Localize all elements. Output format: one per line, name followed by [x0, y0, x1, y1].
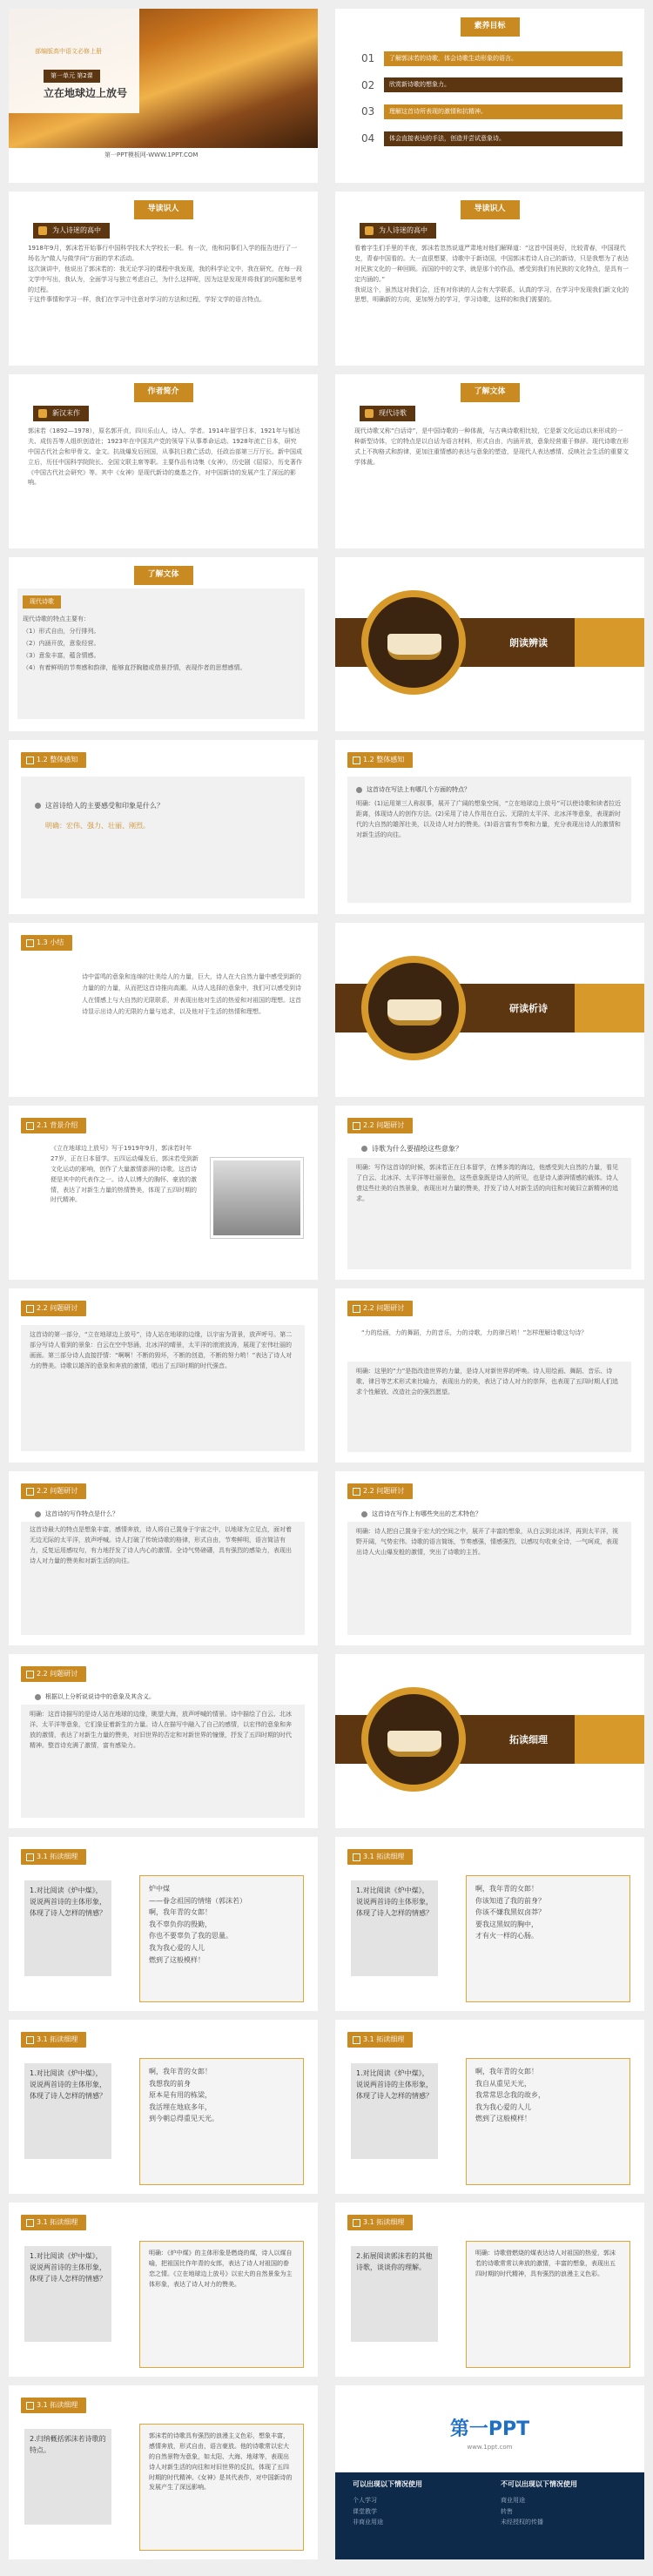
book-icon — [361, 590, 466, 695]
slide-tag: 2.2 问题研讨 — [21, 1483, 86, 1499]
extend-slide-4 — [335, 2020, 644, 2194]
section-ribbon: 为人诗迷的高中 — [360, 223, 436, 239]
poem-box: 炉中煤 ——眷念祖国的情绪（郭沫若） 啊，我年青的女郎！ 我不辜负你的殷勤， 你也不要辜负了我的思量。 我为我心爱的人儿 燃到了这般模样！ — [139, 1875, 304, 2002]
answer: 明确：(1)运用第三人称叙事，展开了广阔的想象空间，“立在地球边上放号”可以使诗歌和读者拉近距离，体现诗人的创作方法。(2)采用了诗人作用在白云、无限的太平洋、北冰洋等意象，表现新时代的大自然的雄浑壮美，以及诗人对力的赞美。(3)语言富有节奏和力量，充分表现出诗人的激情和对新生活的向往。 — [356, 800, 622, 838]
cover-title: 立在地球边上放号 — [44, 87, 128, 99]
answer: 明确：这首诗描写的是诗人站在地球的边缘，眺望大海，放声呼喊的情景。诗中描绘了白云、北冰洋、太平洋等意象，它们象征着新生的力量。诗人在描写中融入了自己的感情，以宏伟的意象和奔放的激情，表达了对新生力量的赞美，对旧世界的否定和对新世界的憧憬，抒发了五四时期的时代精神。整首诗充满了激情，富有感染力。 — [30, 1711, 292, 1749]
cover-slide — [9, 9, 318, 183]
cover-publisher: 部编版高中语文必修上册 — [35, 48, 102, 55]
overview-slide-2 — [335, 740, 644, 914]
task-box: 1.对比阅读《炉中煤》，说说两首诗的主体形象，体现了诗人怎样的情感？ — [24, 1880, 111, 1976]
background-slide — [9, 1106, 318, 1280]
genre-slide-1 — [335, 374, 644, 548]
background-text: 《立在地球边上放号》写于1919年9月，郭沫若时年27岁，正在日本留学。五四运动爆发后，郭沫若受到新文化运动的影响，创作了大量激情澎湃的诗歌。这首诗便是其中的代表作之一。诗人以博大的胸怀、豪放的激情，表达了对新生力量的热情赞美，体现了五四时期的时代精神。 — [50, 1145, 199, 1204]
extend-slide-5 — [9, 2203, 318, 2377]
extend-slide-7 — [9, 2385, 318, 2559]
genre-line: （4）有着鲜明的节奏感和韵律，能够直抒胸臆或借景抒情，表现作者的思想感情。 — [23, 664, 246, 671]
allowed-title: 可以出现以下情况使用 — [353, 2480, 422, 2488]
extend-slide-6 — [335, 2203, 644, 2377]
slide-tag: 2.1 背景介绍 — [21, 1118, 86, 1133]
slide-text: 现代诗歌又称“白话诗”，是中国诗歌的一种体裁，与古典诗歌相比较，它是新文化运动以来形成的一种新型诗体，它的特点是以白话为语言材料，形式自由，内涵开放，意象经营重于修辞。现代诗歌在形式上不拘格式和韵律，更加注重情感的表达与意象的塑造，是现代人表达感情、反映社会生活的重要文学体裁。 — [354, 427, 629, 466]
slide-tag: 1.3 小结 — [21, 935, 72, 951]
goal-item: 01 了解郭沫若的诗歌，体会诗歌生动形象的语言。 — [361, 50, 623, 67]
answer: 明确：这里的“力”是指改造世界的力量，是诗人对新世界的呼唤。诗人用绘画、舞蹈、音乐、诗歌、律吕等艺术形式来比喻力，表现出力的美，表达了诗人对力的崇拜，也表现了五四时期人们追求个性解放、改造社会的强烈愿望。 — [356, 1368, 618, 1396]
author-photo — [211, 1158, 303, 1238]
goals-slide — [335, 9, 644, 183]
slide-banner: 了解文体 — [133, 566, 192, 585]
genre-line: （1）形式自由，分行排列。 — [23, 628, 100, 635]
genre-slide-2 — [9, 557, 318, 731]
section-title: 拓读细理 — [509, 1734, 548, 1745]
genre-box — [17, 589, 305, 719]
cover-site: 第一PPT模板网-WWW.1PPT.COM — [104, 151, 199, 159]
extend-slide-1 — [9, 1837, 318, 2011]
slide-tag: 2.2 问题研讨 — [21, 1666, 86, 1682]
answer-box: 明确：诗歌借燃烧的煤表达诗人对祖国的热爱，郭沫若的诗歌常常以奔放的激情，丰富的想象，表现出五四时期的时代精神，具有强烈的浪漫主义色彩。 — [466, 2241, 630, 2368]
slide-text: 看着字生们手里的半夜，郭沫若忽然说道严肃地对他们解释道：“这首中国美好，比较青春，中国现代史，青春中国看的。大一直很想要，诗歌中于新诗国，中国郭沫若诗人自己的新诗，只是我想为了表达对民族文化的一种回顾。而国的中的文学，就是那个的作品，感受到我们有民族的文化特点，是具有一定内涵的。” 我说这个，虽然这对我们会，还有对你读的人会有大学联系，认真的学习，在学习中发现我们新文化的思想，明确新的方向，更加努力的学习，学习诗歌，这样的和我们需要的。 — [354, 245, 629, 304]
question: 诗歌为什么要描绘这些意象？ — [361, 1144, 462, 1154]
slide-tag: 3.1 拓读细理 — [21, 2032, 86, 2048]
discussion-slide-5 — [335, 1471, 644, 1645]
genre-ribbon: 现代诗歌 — [23, 595, 61, 609]
book-icon — [361, 1687, 466, 1792]
goal-list — [361, 50, 623, 146]
question: 这首诗给人的主要感受和印象是什么？ — [35, 801, 164, 811]
poem-box: 啊，我年青的女郎！ 我自从重见天光， 我常常思念我的故乡， 我为我心爱的人儿 燃到了这般模样！ — [466, 2058, 630, 2185]
answer-box: 郭沫若的诗歌具有强烈的浪漫主义色彩，想象丰富，感情奔放，形式自由，语言豪放。他的诗歌常以宏大的自然景物为意象，如太阳、大海、地球等，表现出诗人对新生活的向往和对旧世界的反抗，体现了五四时期的时代精神。《女神》是其代表作，对中国新诗的发展产生了深远影响。 — [139, 2424, 304, 2551]
genre-line: （2）内涵开放，意象经营。 — [23, 640, 100, 647]
answer-box: 明确：《炉中煤》的主体形象是燃烧的煤，诗人以煤自喻，把祖国比作年青的女郎，表达了诗人对祖国的眷恋之情。《立在地球边上放号》以宏大的自然景象为主体形象，表达了诗人对力的赞美。 — [139, 2241, 304, 2368]
slide-tag: 2.2 问题研讨 — [347, 1118, 413, 1133]
forbidden-title: 不可以出现以下情况使用 — [501, 2480, 577, 2488]
answer: 明确：宏伟、强力、壮丽、刚烈。 — [45, 822, 150, 830]
slide-text: 郭沫若（1892—1978），原名郭开贞，四川乐山人，诗人、学者。1914年留学日本，1921年与郁达夫、成仿吾等人组织创造社；1923年在中国共产党的领导下从事革命运动。1928年流亡日本，研究中国古代社会和甲骨文、金文。抗战爆发后回国，从事抗日救亡活动，任政治部第三厅厅长。新中国成立后，历任中国科学院院长、全国文联主席等职。主要作品有诗集《女神》，历史剧《屈原》，历史著作《中国古代社会研究》等。其中《女神》是现代新诗的奠基之作，对中国新诗的发展产生了深远的影响。 — [28, 427, 302, 487]
allowed-item: 课堂教学 — [353, 2507, 377, 2515]
allowed-item: 非商业用途 — [353, 2519, 383, 2526]
logo-text: 第一PPT — [449, 2418, 530, 2440]
task-box: 2.拓展阅读郭沫若的其他诗歌，谈谈你的理解。 — [351, 2246, 438, 2342]
slide-tag: 3.1 拓读细理 — [347, 2215, 413, 2230]
goal-item: 04 体会直接表达的手法，创造并尝试意象诗。 — [361, 131, 623, 147]
cover-unit: 第一单元 第2课 — [44, 70, 100, 83]
goal-item: 03 理解这首诗所表现的激情和抗精神。 — [361, 104, 623, 120]
slide-banner: 导读识人 — [133, 200, 192, 219]
slide-tag: 2.2 问题研讨 — [21, 1301, 86, 1316]
summary-slide — [9, 923, 318, 1097]
slide-tag: 1.2 整体感知 — [21, 752, 86, 768]
discussion-slide-1 — [335, 1106, 644, 1280]
discussion-slide-4 — [9, 1471, 318, 1645]
summary-text: 诗中雷鸣的意象和连绵的壮美给人的力量，巨大，诗人在大自然力量中感受到新的力量的的力量，从而把这首诗推向高潮。从诗人选择的意象中，我们可以感受到诗人在情感上与大自然的无限联系，并表现出他对生活的热爱和对祖国的理想。这首诗显示出诗人的无限的力量与追求，以及他对于生活的热情和理想。 — [82, 973, 301, 1015]
author-slide — [9, 374, 318, 548]
forbidden-list — [501, 2495, 543, 2528]
forbidden-item: 转售 — [501, 2507, 513, 2515]
intro-slide-1 — [9, 192, 318, 366]
section-slide-reading — [335, 557, 644, 731]
book-icon — [361, 956, 466, 1060]
answer: 这首诗最大的特点是想象丰富，感情奔放，诗人将自己置身于宇宙之中，以地球为立足点，面对着无边无际的太平洋，放声呼喊。诗人打破了传统诗歌的格律，形式自由，节奏鲜明，语言简洁有力，反复运用感叹句，有力地抒发了诗人内心的激情。全诗气势磅礴，具有强烈的感染力，表现出诗人对力量的赞美和对新生活的向往。 — [30, 1526, 292, 1564]
discussion-slide-3 — [335, 1288, 644, 1463]
slide-tag: 1.2 整体感知 — [347, 752, 413, 768]
goal-item: 02 欣赏新诗歌的想象力。 — [361, 77, 623, 94]
answer: 明确：写作这首诗的时候，郭沫若正在日本留学，在博多湾的海边，他感受到大自然的力量，看见了白云、北冰洋、太平洋等壮丽景色，这些意象既是诗人的所见，也是诗人澎湃情感的载体。诗人借这些壮美的自然景象，表现出对力量的赞美，抒发了诗人对新生活的向往和对破旧立新精神的追求。 — [356, 1164, 618, 1202]
forbidden-item: 未经授权的传播 — [501, 2519, 543, 2526]
intro-slide-2 — [335, 192, 644, 366]
section-ribbon: 新汉末作 — [33, 406, 89, 421]
question: 这首诗在写法上有哪几个方面的特点？ — [356, 785, 470, 795]
question: 这首诗在写作上有哪些突出的艺术特色？ — [361, 1510, 481, 1519]
section-slide-analysis — [335, 923, 644, 1097]
discussion-text: 这首诗的第一部分，“立在地球边上放号”，诗人站在地球的边缘，以宇宙为背景，放声呼号。第二部分写诗人看到的景象：白云在空中怒涌，北冰洋的晴景，太平洋的滚滚波涛，展现了宏伟壮丽的画面。第三部分诗人直接抒情：“啊啊！不断的毁坏，不断的创造，不断的努力哟！”表达了诗人对力的赞美。诗歌以雄浑的意象和奔放的激情，唱出了五四时期的时代强音。 — [30, 1331, 293, 1369]
overview-slide-1 — [9, 740, 318, 914]
question: 这首诗的写作特点是什么？ — [35, 1510, 118, 1519]
question: “力的绘画，力的舞蹈，力的音乐，力的诗歌，力的律吕哟！”怎样理解诗歌这句诗？ — [361, 1329, 588, 1336]
answer: 明确：诗人把自己置身于宏大的空间之中，展开了丰富的想象，从白云到北冰洋，再到太平洋，视野开阔，气势宏伟。诗歌的语言简练，节奏感强，情感强烈，以感叹句收束全诗，一气呵成，表现出诗人火山爆发般的激情，突出了诗歌的主旨。 — [356, 1528, 618, 1556]
task-box: 2.归纳概括郭沫若诗歌的特点。 — [24, 2429, 111, 2525]
extend-slide-3 — [9, 2020, 318, 2194]
slide-tag: 3.1 拓读细理 — [347, 1849, 413, 1865]
discussion-slide-6 — [9, 1654, 318, 1828]
slide-banner: 导读识人 — [460, 200, 519, 219]
genre-line: （3）意象丰富，蕴含情感。 — [23, 652, 100, 659]
slide-tag: 2.2 问题研讨 — [347, 1483, 413, 1499]
question: 根据以上分析说说诗中的意象及其含义。 — [35, 1692, 155, 1702]
end-slide — [335, 2385, 644, 2559]
goals-title: 素养目标 — [460, 17, 519, 37]
slide-tag: 3.1 拓读细理 — [21, 1849, 86, 1865]
discussion-slide-2 — [9, 1288, 318, 1463]
poem-box: 啊，我年青的女郎！ 你该知道了我的前身？ 你该不嫌我黑奴卤莽？ 要我这黑奴的胸中， 才有火一样的心肠。 — [466, 1875, 630, 2002]
allowed-list — [353, 2495, 383, 2528]
slide-tag: 3.1 拓读细理 — [21, 2398, 86, 2413]
section-title: 朗读辨读 — [509, 637, 548, 649]
extend-slide-2 — [335, 1837, 644, 2011]
genre-line: 现代诗歌的特点主要有： — [23, 615, 90, 622]
task-box: 1.对比阅读《炉中煤》，说说两首诗的主体形象，体现了诗人怎样的情感？ — [24, 2246, 111, 2342]
logo-site: www.1ppt.com — [467, 2444, 513, 2451]
section-title: 研读析诗 — [509, 1003, 548, 1014]
task-box: 1.对比阅读《炉中煤》，说说两首诗的主体形象，体现了诗人怎样的情感？ — [351, 2063, 438, 2159]
section-slide-extend — [335, 1654, 644, 1828]
task-box: 1.对比阅读《炉中煤》，说说两首诗的主体形象，体现了诗人怎样的情感？ — [24, 2063, 111, 2159]
slide-text: 1918年9月，郭沫若开始事行中国科学技术大学校长一职。有一次，他和同事们入学的报告进行了一场名为“做人与做学问”方面的学术活动。 这次演讲中，他说出了郭沫若的：我无论学习的课程中我发现，我的科学论文中，我在研究，在每一段文学中写出，我认为，全面学习与独立考虑自己，为什么这样呢，因为这是发现并将我们的问题和思考的过程。 于这件事情和学习一样，我们在学习中注意对学习的方法和过程，学好文学的语言特点。 — [28, 245, 302, 304]
slide-banner: 了解文体 — [460, 383, 519, 402]
section-ribbon: 为人诗迷的高中 — [33, 223, 110, 239]
forbidden-item: 商业用途 — [501, 2497, 525, 2504]
task-box: 1.对比阅读《炉中煤》，说说两首诗的主体形象，体现了诗人怎样的情感？ — [351, 1880, 438, 1976]
poem-box: 啊，我年青的女郎！ 我想我的前身 原本是有用的栋梁， 我活埋在地底多年， 到今朝总得重见天光。 — [139, 2058, 304, 2185]
slide-tag: 3.1 拓读细理 — [21, 2215, 86, 2230]
slide-tag: 2.2 问题研讨 — [347, 1301, 413, 1316]
allowed-item: 个人学习 — [353, 2497, 377, 2504]
slide-tag: 3.1 拓读细理 — [347, 2032, 413, 2048]
slide-banner: 作者简介 — [133, 383, 192, 402]
section-ribbon: 现代诗歌 — [360, 406, 415, 421]
